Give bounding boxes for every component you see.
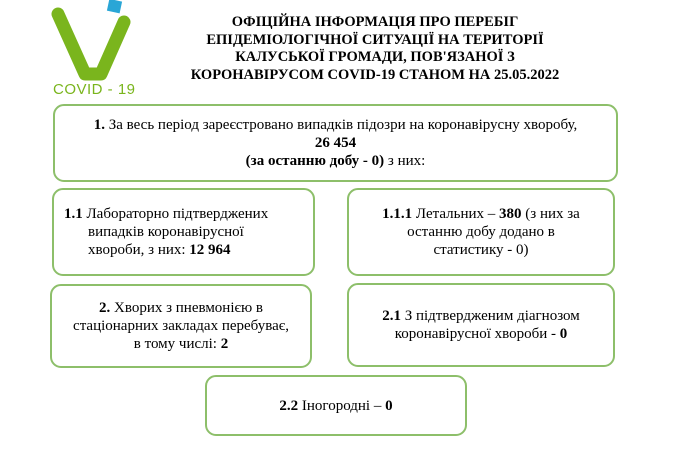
logo-caption: COVID - 19 [53,81,136,98]
confirmed-diagnosis-label-1: З підтвердженим діагнозом [400,308,580,324]
lab-confirmed-label-3: хвороби, з них: [88,242,190,258]
deaths-box [347,188,615,276]
lab-confirmed-box [52,188,315,276]
title-line: ОФІЦІЙНА ІНФОРМАЦІЯ ПРО ПЕРЕБІГ [231,14,519,30]
of-them-label: з них: [384,153,426,169]
suspected-cases-value: 26 454 [314,135,357,151]
confirmed-diagnosis-value: 0 [559,326,568,342]
item-number: 1. [93,117,105,133]
nonresidents-label: Іногородні – [298,397,386,414]
title-line: ЕПІДЕМІОЛОГІЧНОЇ СИТУАЦІЇ НА ТЕРИТОРІЇ [206,31,544,48]
item-number: 2.1 [382,308,401,324]
lab-confirmed-label-2: випадків коронавірусної [88,224,244,240]
confirmed-diagnosis-box [347,283,615,367]
pneumonia-label-3: в тому числі: [133,336,221,352]
item-number: 1.1.1 [382,206,413,222]
suspected-cases-box [53,104,618,182]
lab-confirmed-value: 12 964 [189,242,231,258]
nonresidents-box [205,375,467,436]
item-number: 1.1 [64,206,83,222]
item-number: 2.2 [279,397,299,414]
confirmed-diagnosis-label-2: коронавірусної хвороби - [394,326,560,342]
pneumonia-value: 2 [220,336,229,352]
deaths-note-2: останню добу додано в [407,224,555,240]
deaths-note-3: статистику - 0) [433,242,529,258]
pneumonia-label-2: стаціонарних закладах перебуває, [73,318,289,334]
nonresidents-value: 0 [385,397,393,414]
title-line: КАЛУСЬКОЇ ГРОМАДИ, ПОВ'ЯЗАНОЇ З [235,49,515,65]
pneumonia-box [50,284,312,368]
lab-confirmed-label-1: Лабораторно підтверджених [82,206,269,222]
deaths-label: Летальних – [412,206,500,222]
deaths-note-1: (з них за [521,206,580,222]
title-line: КОРОНАВІРУСОМ COVID-19 СТАНОМ НА 25.05.2022 [190,66,560,83]
pneumonia-label-1: Хворих з пневмонією в [110,300,263,316]
daily-count: (за останню добу - 0) [245,153,385,169]
item-number: 2. [99,300,111,316]
deaths-value: 380 [499,206,522,222]
suspected-cases-label: За весь період зареєстровано випадків підозри на коронавірусну хворобу, [108,117,578,133]
page-title [130,14,620,84]
